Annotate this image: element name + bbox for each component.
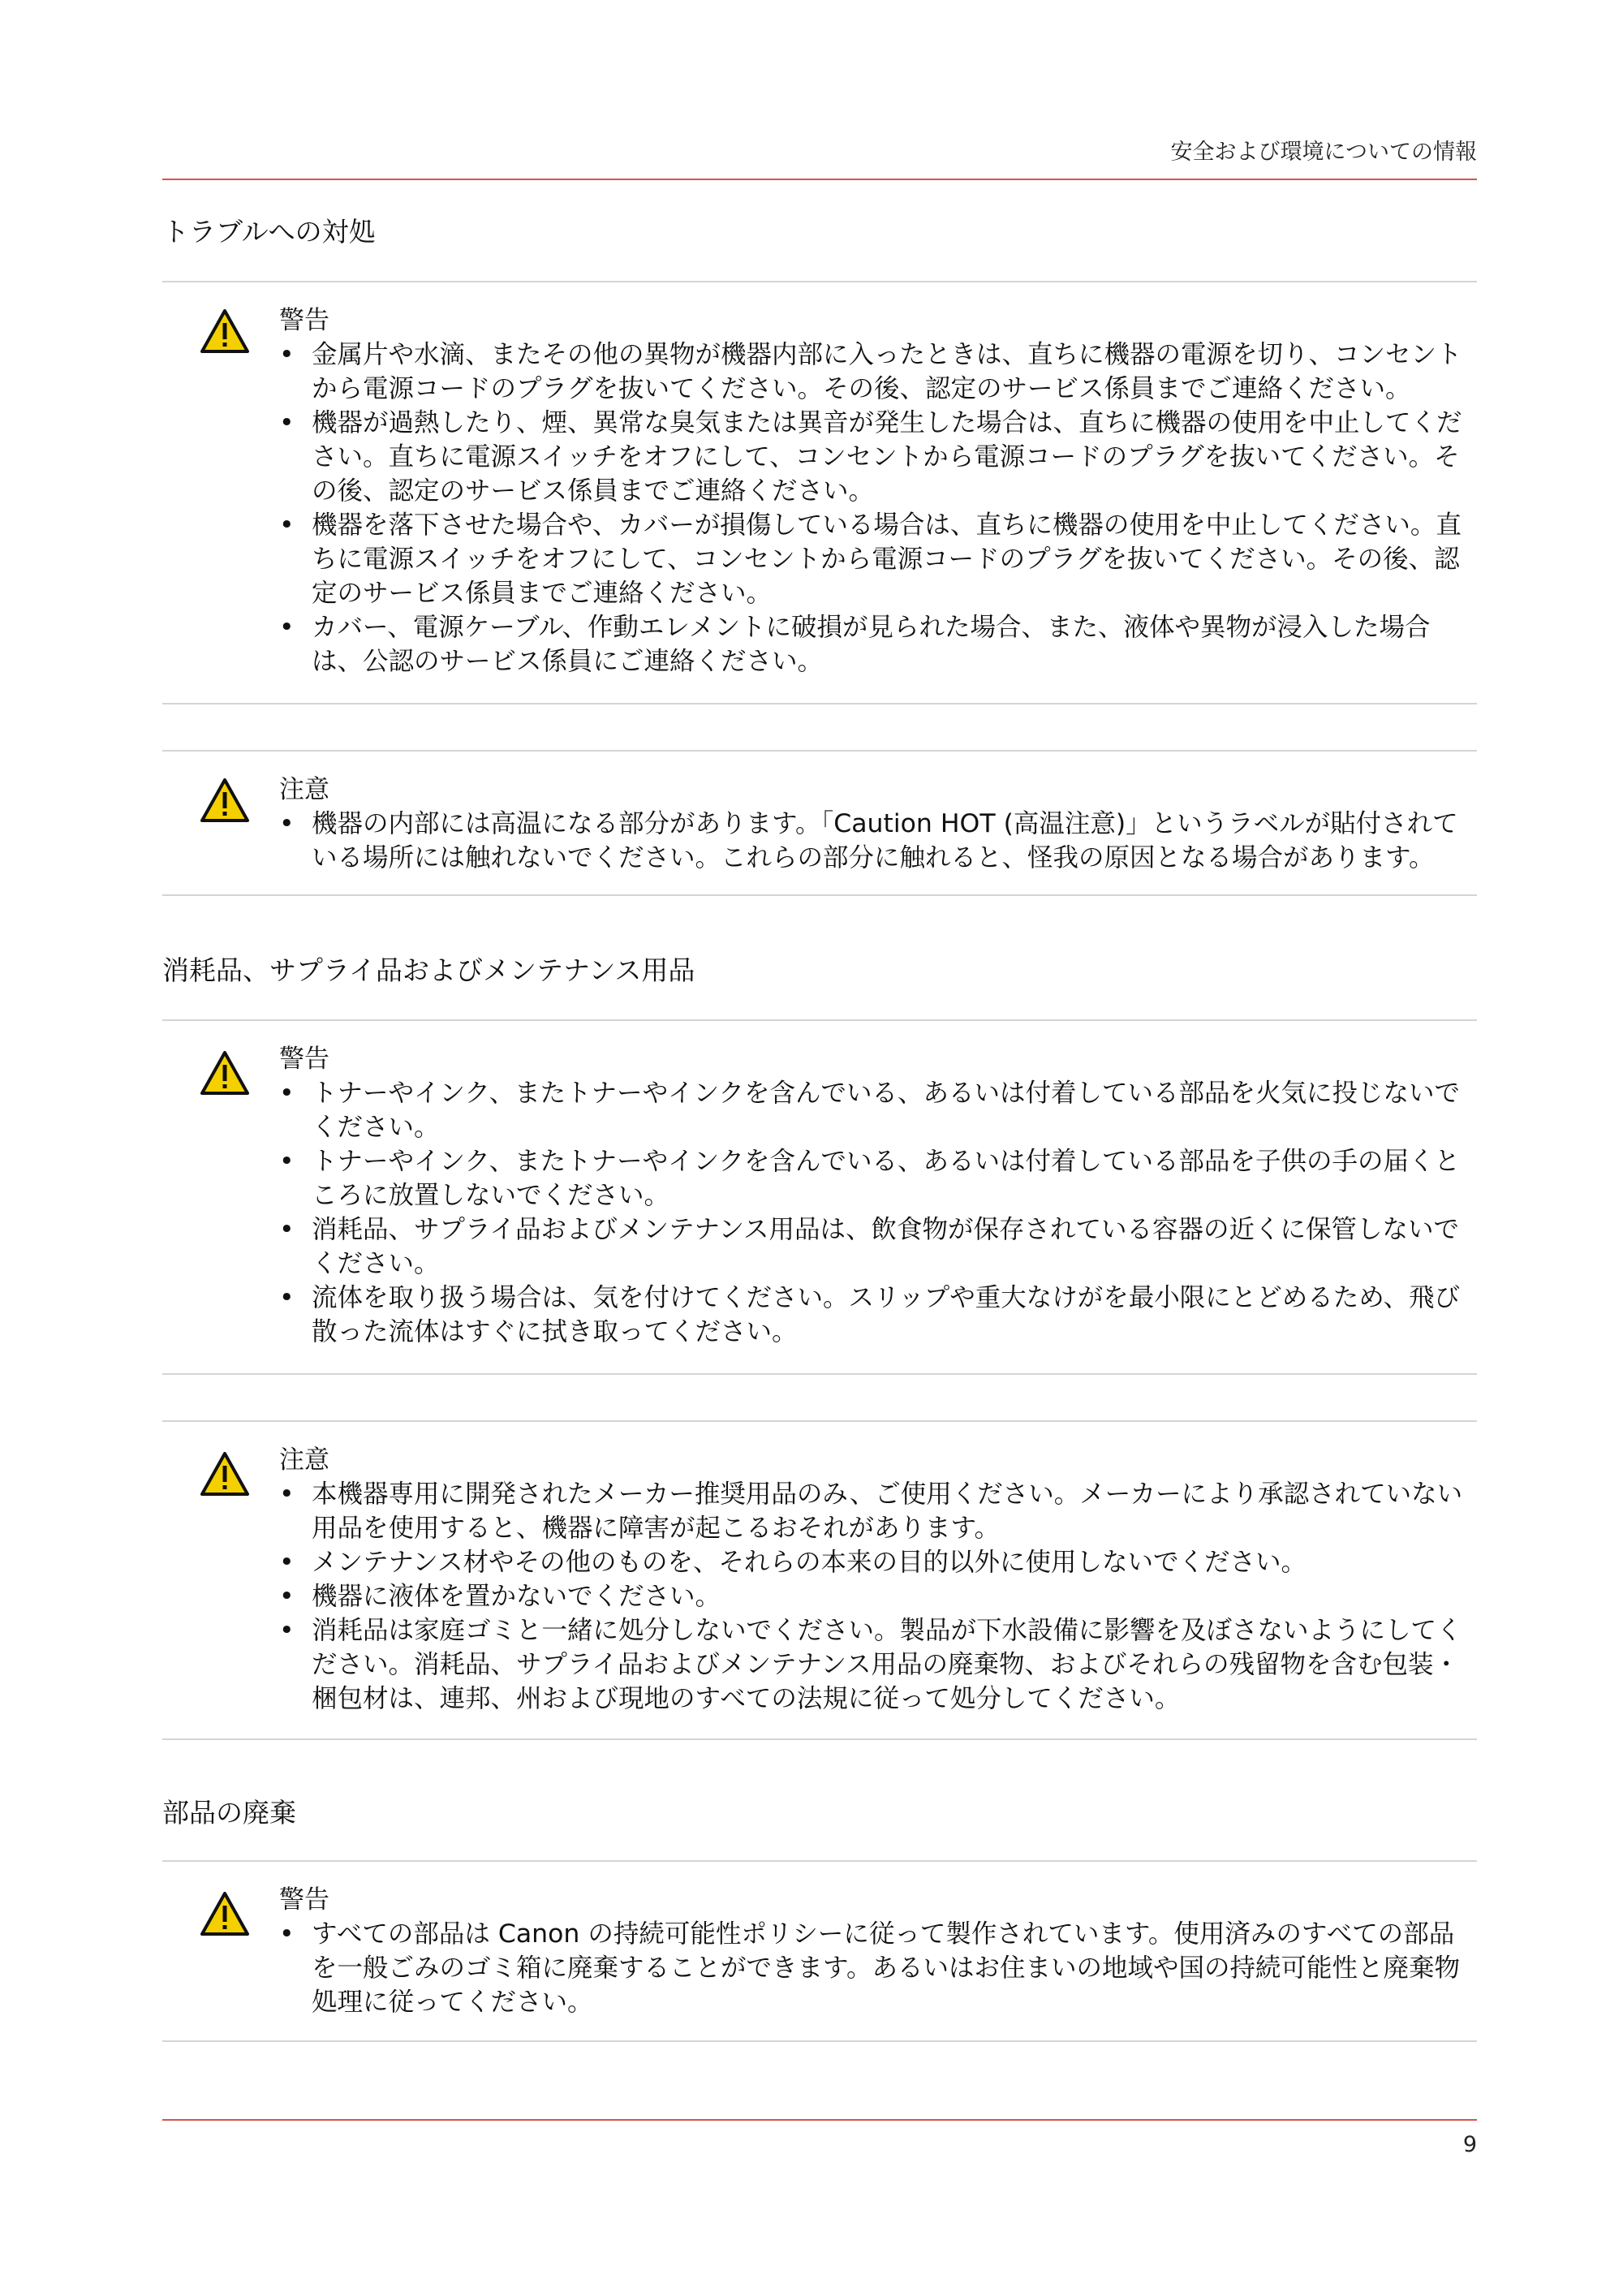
bullet-icon: • — [279, 1616, 295, 1645]
list-item: • 消耗品、サプライ品およびメンテナンス用品は、飲食物が保存されている容器の近くに保管しないでください。 — [279, 1213, 1470, 1281]
list-item: • 流体を取り扱う場合は、気を付けてください。スリップや重大なけがを最小限にとどめるため、飛び散った流体はすぐに拭き取ってください。 — [279, 1281, 1470, 1349]
bullet-icon: • — [279, 1480, 295, 1509]
list-item: • 機器を落下させた場合や、カバーが損傷している場合は、直ちに機器の使用を中止してください。直ちに電源スイッチをオフにして、コンセントから電源コードのプラグを抜いてください。その後、認定のサービス係員までご連絡ください。 — [279, 508, 1470, 610]
header-rule — [162, 179, 1477, 180]
warning-box-disposal — [162, 1860, 1477, 2042]
warning-triangle-icon — [200, 308, 250, 354]
bullet-icon: • — [279, 1548, 295, 1577]
warning-label: 警告 — [279, 1885, 329, 1915]
section-title-disposal: 部品の廃棄 — [162, 1797, 296, 1829]
list-item: • 消耗品は家庭ゴミと一緒に処分しないでください。製品が下水設備に影響を及ぼさないようにしてください。消耗品、サプライ品およびメンテナンス用品の廃棄物、およびそれらの残留物を含む包装・梱包材は、連邦、州および現地のすべての法規に従って処分してください。 — [279, 1613, 1470, 1716]
bullet-icon: • — [279, 1919, 295, 1949]
bullet-icon: • — [279, 1079, 295, 1108]
warning-list — [279, 1076, 1470, 1349]
list-item: • 機器に液体を置かないでください。 — [279, 1579, 1470, 1613]
list-item: • 金属片や水滴、またその他の異物が機器内部に入ったときは、直ちに機器の電源を切り、コンセントから電源コードのプラグを抜いてください。その後、認定のサービス係員までご連絡ください。 — [279, 338, 1470, 406]
caution-list — [279, 807, 1470, 875]
bullet-icon: • — [279, 613, 295, 642]
bullet-icon: • — [279, 408, 295, 437]
list-item: • トナーやインク、またトナーやインクを含んでいる、あるいは付着している部品を子供の手の届くところに放置しないでください。 — [279, 1144, 1470, 1213]
list-item: • 本機器専用に開発されたメーカー推奨用品のみ、ご使用ください。メーカーにより承認されていない用品を使用すると、機器に障害が起こるおそれがあります。 — [279, 1477, 1470, 1545]
bullet-icon: • — [279, 809, 295, 838]
section-title-supplies: 消耗品、サプライ品およびメンテナンス用品 — [162, 954, 695, 986]
warning-box-troubleshooting — [162, 281, 1477, 704]
warning-triangle-icon — [200, 1451, 250, 1497]
caution-list — [279, 1477, 1470, 1716]
running-header: 安全および環境についての情報 — [1170, 140, 1477, 165]
list-item: • トナーやインク、またトナーやインクを含んでいる、あるいは付着している部品を火気に投じないでください。 — [279, 1076, 1470, 1144]
caution-label: 注意 — [279, 775, 329, 804]
footer-rule — [162, 2119, 1477, 2121]
section-title-troubleshooting: トラブルへの対処 — [162, 216, 376, 248]
bullet-icon: • — [279, 340, 295, 369]
bullet-icon: • — [279, 510, 295, 540]
list-item: • 機器が過熱したり、煙、異常な臭気または異音が発生した場合は、直ちに機器の使用を中止してください。直ちに電源スイッチをオフにして、コンセントから電源コードのプラグを抜いてください。その後、認定のサービス係員までご連絡ください。 — [279, 406, 1470, 508]
bullet-icon: • — [279, 1582, 295, 1611]
warning-list — [279, 338, 1470, 678]
warning-triangle-icon — [200, 1050, 250, 1096]
list-item: • カバー、電源ケーブル、作動エレメントに破損が見られた場合、また、液体や異物が浸入した場合は、公認のサービス係員にご連絡ください。 — [279, 610, 1470, 678]
warning-list — [279, 1917, 1470, 2019]
list-item: • メンテナンス材やその他のものを、それらの本来の目的以外に使用しないでください。 — [279, 1545, 1470, 1579]
warning-label: 警告 — [279, 1045, 329, 1074]
caution-box-supplies — [162, 1420, 1477, 1740]
bullet-icon: • — [279, 1147, 295, 1176]
warning-label: 警告 — [279, 306, 329, 335]
bullet-icon: • — [279, 1283, 295, 1312]
page-number: 9 — [1462, 2132, 1477, 2157]
caution-label: 注意 — [279, 1445, 329, 1475]
caution-box-troubleshooting — [162, 750, 1477, 896]
warning-triangle-icon — [200, 1891, 250, 1936]
list-item: • すべての部品は Canon の持続可能性ポリシーに従って製作されています。使用済みのすべての部品を一般ごみのゴミ箱に廃棄することができます。あるいはお住まいの地域や国の持続可能性と廃棄物処理に従ってください。 — [279, 1917, 1470, 2019]
warning-triangle-icon — [200, 778, 250, 823]
list-item: • 機器の内部には高温になる部分があります。「Caution HOT (高温注意)」というラベルが貼付されている場所には触れないでください。これらの部分に触れると、怪我の原因となる場合があります。 — [279, 807, 1470, 875]
bullet-icon: • — [279, 1215, 295, 1244]
warning-box-supplies — [162, 1019, 1477, 1375]
